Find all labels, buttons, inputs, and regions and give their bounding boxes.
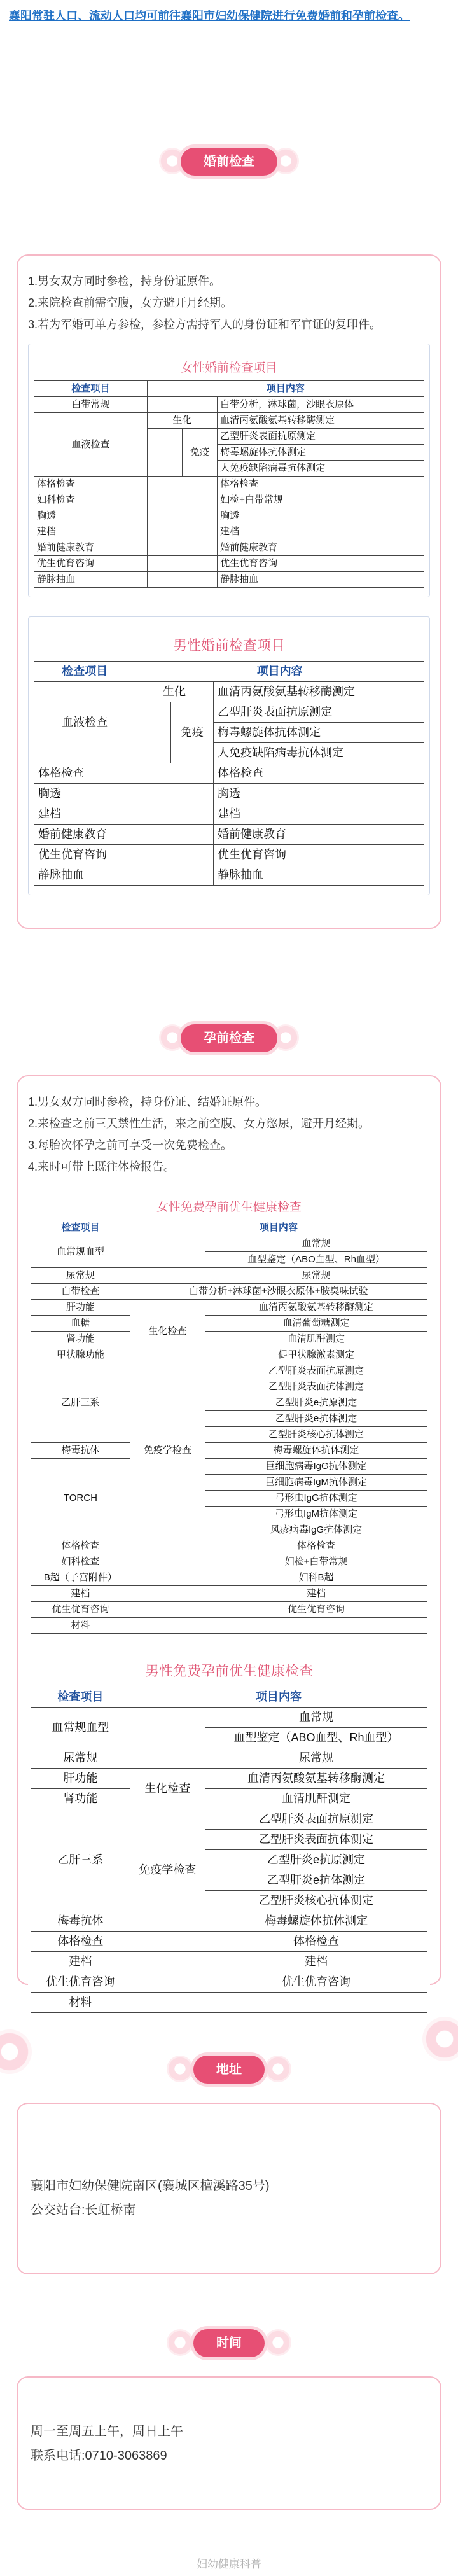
table-cell: 建档 <box>34 804 135 825</box>
table-cell: 血清丙氨酸氨基转移酶测定 <box>205 1769 427 1789</box>
flower-icon <box>167 2056 193 2082</box>
table-cell <box>147 429 182 477</box>
table-cell: 巨细胞病毒IgM抗体测定 <box>205 1475 427 1491</box>
table-row <box>34 524 424 540</box>
pregnancy-note-4: 4.来时可带上既往体检报告。 <box>28 1160 176 1173</box>
flower-icon <box>265 2329 291 2356</box>
table-row <box>31 1789 427 1809</box>
table-cell: 建档 <box>31 1952 130 1972</box>
table-row <box>31 1443 427 1459</box>
table-cell <box>147 556 217 572</box>
table-row <box>31 1570 427 1586</box>
table-cell: 尿常规 <box>31 1748 130 1769</box>
table-cell: 乙型肝炎表面抗原测定 <box>205 1809 427 1830</box>
table-cell: 胸透 <box>34 508 148 524</box>
male-pregnancy-table <box>31 1687 427 2013</box>
pregnancy-badge-row <box>0 1020 458 1059</box>
table-row <box>34 662 424 682</box>
table-cell: 生化 <box>147 413 217 429</box>
table-cell: 甲状腺功能 <box>31 1347 130 1363</box>
table-cell: 血清丙氨酸氨基转移酶测定 <box>213 682 424 702</box>
table-row <box>31 1363 427 1379</box>
table-cell: 促甲状腺激素测定 <box>205 1347 427 1363</box>
table-cell: 白带分析+淋球菌+沙眼衣原体+胺臭味试验 <box>130 1284 427 1300</box>
table-row <box>31 1952 427 1972</box>
table-cell <box>130 1932 205 1952</box>
table-cell: 肾功能 <box>31 1789 130 1809</box>
table-cell: 乙型肝炎表面抗体测定 <box>205 1379 427 1395</box>
table-cell <box>130 1602 205 1618</box>
table-cell: 乙型肝炎e抗体测定 <box>205 1870 427 1891</box>
table-header: 项目内容 <box>130 1687 427 1708</box>
table-cell: 血清丙氨酸氨基转移酶测定 <box>218 413 424 429</box>
intro-link[interactable]: 襄阳常驻人口、流动人口均可前往襄阳市妇幼保健院进行免费婚前和孕前检查。 <box>9 10 410 22</box>
table-header: 检查项目 <box>34 381 148 397</box>
table-cell: 免疫学检查 <box>130 1363 205 1538</box>
table-row <box>34 508 424 524</box>
table-cell: 尿常规 <box>205 1268 427 1284</box>
table-cell: 体格检查 <box>205 1538 427 1554</box>
table-cell <box>135 784 214 804</box>
hours-text: 周一至周五上午，周日上午 <box>31 2425 183 2439</box>
table-row <box>34 492 424 508</box>
address-card <box>17 2103 441 2274</box>
table-cell <box>130 1236 205 1268</box>
table-cell: 体格检查 <box>205 1932 427 1952</box>
table-cell <box>147 397 217 413</box>
table-cell: 优生优育咨询 <box>205 1972 427 1993</box>
female-premarital-title: 女性婚前检查项目 <box>180 361 277 375</box>
female-premarital-table-box <box>28 344 430 597</box>
table-cell <box>130 1972 205 1993</box>
table-cell: 建档 <box>31 1586 130 1602</box>
table-cell: 血糖 <box>31 1316 130 1332</box>
table-cell <box>135 763 214 784</box>
table-row <box>34 397 424 413</box>
table-row <box>34 682 424 702</box>
table-row <box>31 1586 427 1602</box>
table-cell: 血型鉴定（ABO血型、Rh血型） <box>205 1252 427 1268</box>
pregnancy-note-1: 1.男女双方同时参检，持身份证、结婚证原件。 <box>28 1096 267 1108</box>
table-row <box>31 1332 427 1347</box>
table-cell <box>135 804 214 825</box>
table-cell: 体格检查 <box>34 477 148 492</box>
table-cell: 尿常规 <box>205 1748 427 1769</box>
table-cell: 弓形虫IgG抗体测定 <box>205 1491 427 1507</box>
premarital-note-1: 1.男女双方同时参检，持身份证原件。 <box>28 275 221 288</box>
table-row <box>31 1602 427 1618</box>
table-row <box>31 1316 427 1332</box>
female-pregnancy-table-box <box>28 1186 430 1638</box>
table-row <box>31 1268 427 1284</box>
table-header: 项目内容 <box>147 381 424 397</box>
table-cell: 优生优育咨询 <box>31 1602 130 1618</box>
table-cell <box>130 1586 205 1602</box>
table-cell: 白带分析，淋球菌，沙眼衣原体 <box>218 397 424 413</box>
table-row <box>34 763 424 784</box>
table-cell: 梅毒抗体 <box>31 1443 130 1459</box>
table-header: 检查项目 <box>34 662 135 682</box>
table-row <box>31 1347 427 1363</box>
table-cell: 乙型肝炎核心抗体测定 <box>205 1427 427 1443</box>
table-cell: 静脉抽血 <box>218 572 424 588</box>
flower-icon <box>265 2056 291 2082</box>
table-cell: 血型鉴定（ABO血型、Rh血型） <box>205 1728 427 1748</box>
premarital-note-2: 2.来院检查前需空腹，女方避开月经期。 <box>28 296 233 309</box>
table-cell: 血液检查 <box>34 682 135 763</box>
table-row <box>34 572 424 588</box>
time-card <box>17 2376 441 2510</box>
phone-text[interactable]: 联系电话:0710-3063869 <box>31 2449 167 2463</box>
table-cell: 建档 <box>205 1952 427 1972</box>
table-cell <box>147 508 217 524</box>
table-row <box>34 477 424 492</box>
table-cell: 婚前健康教育 <box>34 540 148 556</box>
table-cell <box>135 702 170 763</box>
table-cell: 人免疫缺陷病毒抗体测定 <box>218 461 424 477</box>
table-cell: 建档 <box>213 804 424 825</box>
table-cell: 免疫 <box>182 429 217 477</box>
table-cell <box>135 845 214 865</box>
premarital-note-3: 3.若为军婚可单方参检，参检方需持军人的身份证和军官证的复印件。 <box>28 318 382 331</box>
table-cell: 优生优育咨询 <box>34 845 135 865</box>
table-cell <box>147 572 217 588</box>
bus-stop-text: 公交站台:长虹桥南 <box>31 2203 136 2217</box>
table-cell: 胸透 <box>213 784 424 804</box>
table-cell: 血清葡萄糖测定 <box>205 1316 427 1332</box>
table-cell: 妇科检查 <box>31 1554 130 1570</box>
table-cell: 建档 <box>218 524 424 540</box>
table-cell: 乙型肝炎表面抗原测定 <box>218 429 424 445</box>
table-cell <box>205 1993 427 2013</box>
table-cell: 乙型肝炎表面抗体测定 <box>205 1830 427 1850</box>
table-cell: 乙型肝炎核心抗体测定 <box>205 1891 427 1911</box>
table-cell: 血清丙氨酸氨基转移酶测定 <box>205 1300 427 1316</box>
table-cell: 体格检查 <box>31 1538 130 1554</box>
table-row <box>31 1708 427 1728</box>
table-cell: 优生优育咨询 <box>34 556 148 572</box>
table-cell: 乙型肝炎表面抗原测定 <box>213 702 424 723</box>
table-cell: 血常规 <box>205 1236 427 1252</box>
pregnancy-note-2: 2.来检查之前三天禁性生活，来之前空腹、女方憋尿，避开月经期。 <box>28 1117 370 1130</box>
male-premarital-table-box <box>28 616 430 895</box>
table-cell: 静脉抽血 <box>213 865 424 886</box>
table-cell: 静脉抽血 <box>34 865 135 886</box>
table-cell: 血常规血型 <box>31 1708 130 1748</box>
table-cell: 肾功能 <box>31 1332 130 1347</box>
table-cell <box>147 477 217 492</box>
table-cell: 建档 <box>34 524 148 540</box>
table-cell: 人免疫缺陷病毒抗体测定 <box>213 743 424 763</box>
table-row <box>34 865 424 886</box>
table-cell <box>130 1708 205 1748</box>
table-row <box>31 1236 427 1252</box>
table-cell <box>130 1748 205 1769</box>
table-cell <box>147 492 217 508</box>
table-cell: 生化 <box>135 682 214 702</box>
table-row <box>31 1687 427 1708</box>
table-cell: 体格检查 <box>34 763 135 784</box>
table-row <box>31 1554 427 1570</box>
table-cell: 材料 <box>31 1618 130 1634</box>
premarital-badge-row <box>0 144 458 182</box>
table-header: 项目内容 <box>135 662 424 682</box>
table-cell: 优生优育咨询 <box>218 556 424 572</box>
table-cell: 肝功能 <box>31 1769 130 1789</box>
male-premarital-table <box>34 661 424 886</box>
table-cell: 血清肌酐测定 <box>205 1332 427 1347</box>
table-cell: 免疫学检查 <box>130 1809 205 1932</box>
table-cell: 白带检查 <box>31 1284 130 1300</box>
table-cell: 胸透 <box>218 508 424 524</box>
table-cell: 血清肌酐测定 <box>205 1789 427 1809</box>
table-row <box>31 1284 427 1300</box>
table-cell: 体格检查 <box>31 1932 130 1952</box>
table-cell: 血常规血型 <box>31 1236 130 1268</box>
table-cell <box>130 1993 205 2013</box>
table-cell: 优生优育咨询 <box>213 845 424 865</box>
table-cell: 白带常规 <box>34 397 148 413</box>
table-cell: 材料 <box>31 1993 130 2013</box>
table-cell <box>147 524 217 540</box>
table-row <box>34 804 424 825</box>
table-cell <box>205 1618 427 1634</box>
table-row <box>31 1748 427 1769</box>
table-row <box>34 845 424 865</box>
male-pregnancy-title: 男性免费孕前优生健康检查 <box>144 1663 313 1679</box>
table-cell: 乙肝三系 <box>31 1809 130 1911</box>
female-premarital-table <box>34 380 424 588</box>
table-cell: 妇科B超 <box>205 1570 427 1586</box>
pregnancy-badge: 孕前检查 <box>181 1024 277 1052</box>
female-pregnancy-title: 女性免费孕前优生健康检查 <box>156 1201 302 1214</box>
table-cell <box>130 1952 205 1972</box>
table-cell <box>130 1554 205 1570</box>
table-cell <box>130 1538 205 1554</box>
table-row <box>34 825 424 845</box>
table-cell: 弓形虫IgM抗体测定 <box>205 1507 427 1522</box>
table-row <box>34 381 424 397</box>
table-cell: 尿常规 <box>31 1268 130 1284</box>
male-pregnancy-table-box <box>28 1645 430 2017</box>
premarital-badge: 婚前检查 <box>181 148 277 176</box>
table-row <box>31 1769 427 1789</box>
table-cell: 婚前健康教育 <box>213 825 424 845</box>
table-cell: 肝功能 <box>31 1300 130 1316</box>
table-cell: 婚前健康教育 <box>218 540 424 556</box>
table-row <box>34 784 424 804</box>
table-cell: 风疹病毒IgG抗体测定 <box>205 1522 427 1538</box>
table-row <box>31 1300 427 1316</box>
table-cell: 生化检查 <box>130 1769 205 1809</box>
address-text: 襄阳市妇幼保健院南区(襄城区檀溪路35号) <box>31 2179 270 2193</box>
table-row <box>34 413 424 429</box>
table-cell: 乙型肝炎e抗体测定 <box>205 1411 427 1427</box>
table-cell: 梅毒螺旋体抗体测定 <box>205 1911 427 1932</box>
table-row <box>31 1972 427 1993</box>
table-cell: 建档 <box>205 1586 427 1602</box>
table-cell: 乙型肝炎表面抗原测定 <box>205 1363 427 1379</box>
table-cell <box>130 1618 205 1634</box>
table-header: 项目内容 <box>130 1220 427 1236</box>
table-cell <box>135 865 214 886</box>
table-cell: 妇检+白带常规 <box>205 1554 427 1570</box>
table-cell: 免疫 <box>170 702 213 763</box>
table-cell: 巨细胞病毒IgG抗体测定 <box>205 1459 427 1475</box>
table-cell: 梅毒螺旋体抗体测定 <box>218 445 424 461</box>
footer-text: 妇幼健康科普 <box>197 2558 261 2570</box>
table-cell: 血常规 <box>205 1708 427 1728</box>
table-cell: 梅毒螺旋体抗体测定 <box>205 1443 427 1459</box>
table-header: 检查项目 <box>31 1220 130 1236</box>
table-cell: TORCH <box>31 1459 130 1538</box>
table-row <box>31 1220 427 1236</box>
table-cell: 优生优育咨询 <box>205 1602 427 1618</box>
table-cell: 胸透 <box>34 784 135 804</box>
pregnancy-card <box>17 1075 441 2009</box>
table-cell: 生化检查 <box>130 1300 205 1363</box>
table-cell: 静脉抽血 <box>34 572 148 588</box>
table-cell: 乙肝三系 <box>31 1363 130 1443</box>
table-row <box>31 1618 427 1634</box>
time-badge: 时间 <box>193 2329 265 2357</box>
table-header: 检查项目 <box>31 1687 130 1708</box>
table-cell: 乙型肝炎e抗原测定 <box>205 1395 427 1411</box>
table-cell <box>147 540 217 556</box>
table-cell: 婚前健康教育 <box>34 825 135 845</box>
table-row <box>31 1459 427 1475</box>
male-premarital-title: 男性婚前检查项目 <box>172 637 285 653</box>
table-row <box>31 1993 427 2013</box>
table-cell: 优生优育咨询 <box>31 1972 130 1993</box>
pregnancy-note-3: 3.每胎次怀孕之前可享受一次免费检查。 <box>28 1139 233 1152</box>
table-cell: 体格检查 <box>218 477 424 492</box>
table-row <box>34 556 424 572</box>
table-cell: 血液检查 <box>34 413 148 477</box>
table-cell: 妇科检查 <box>34 492 148 508</box>
table-cell <box>130 1268 205 1284</box>
table-cell: 体格检查 <box>213 763 424 784</box>
table-cell <box>135 825 214 845</box>
table-cell: B超（子宫附件） <box>31 1570 130 1586</box>
table-row <box>31 1911 427 1932</box>
premarital-card <box>17 254 441 929</box>
female-pregnancy-table <box>31 1220 427 1634</box>
table-cell: 梅毒抗体 <box>31 1911 130 1932</box>
table-cell: 妇检+白带常规 <box>218 492 424 508</box>
flower-icon <box>167 2329 193 2356</box>
table-row <box>31 1809 427 1830</box>
table-cell <box>130 1570 205 1586</box>
table-cell: 梅毒螺旋体抗体测定 <box>213 723 424 743</box>
table-row <box>31 1932 427 1952</box>
table-cell: 乙型肝炎e抗原测定 <box>205 1850 427 1870</box>
time-badge-row <box>0 2325 458 2364</box>
table-row <box>31 1538 427 1554</box>
address-badge-row <box>0 2052 458 2090</box>
address-badge: 地址 <box>193 2056 265 2084</box>
table-row <box>34 540 424 556</box>
